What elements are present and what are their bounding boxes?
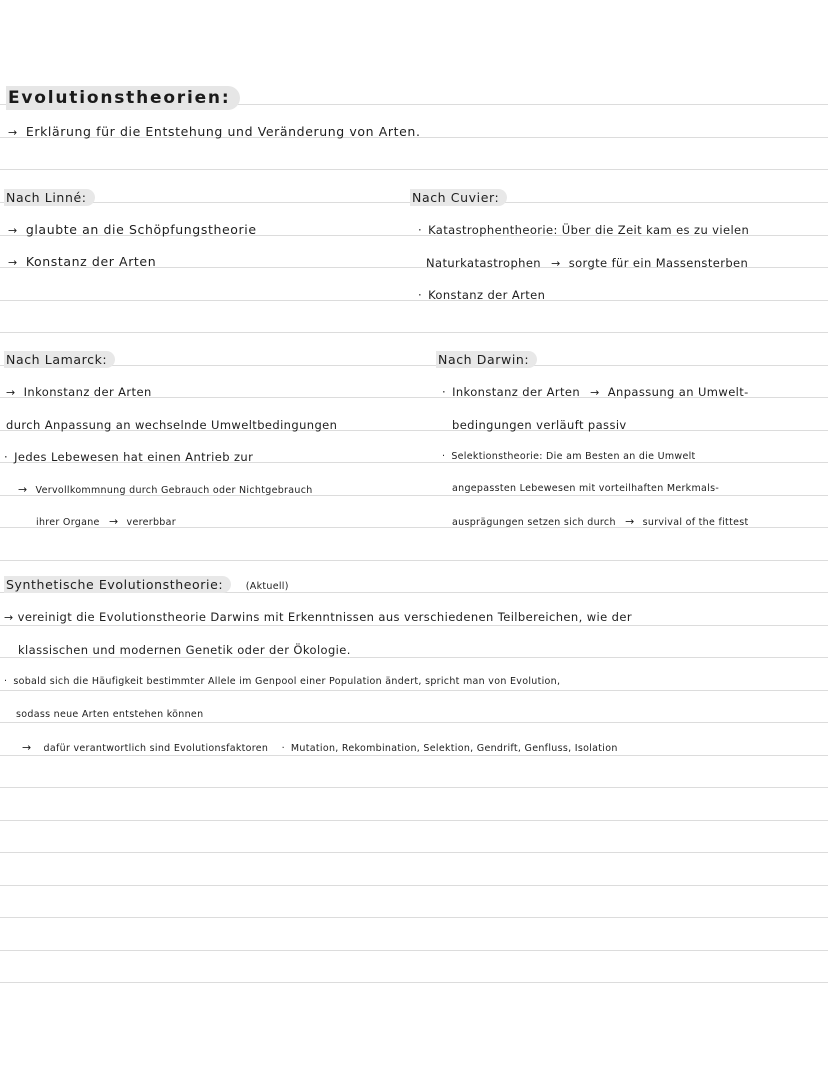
bullet-icon: ·: [418, 288, 423, 302]
ruled-line: [0, 365, 828, 366]
intro-line: → Erklärung für die Entstehung und Veränderung von Arten.: [8, 124, 421, 139]
darwin-line: ausprägungen setzen sich durch → survival of the fittest: [452, 515, 749, 528]
lamarck-line: → Vervollkommnung durch Gebrauch oder Nichtgebrauch: [18, 483, 313, 496]
cuvier-line: Naturkatastrophen → sorgte für ein Massensterben: [426, 256, 749, 270]
bullet-icon: ·: [418, 223, 423, 237]
ruled-line: [0, 722, 828, 723]
ruled-line: [0, 787, 828, 788]
linne-line: → Konstanz der Arten: [8, 254, 157, 269]
cuvier-heading: Nach Cuvier:: [410, 190, 507, 205]
arrow-icon: →: [22, 741, 32, 754]
synthetic-line: → vereinigt die Evolutionstheorie Darwins mit Erkenntnissen aus verschiedenen Teilbereichen, wie der: [4, 610, 632, 624]
ruled-line: [0, 560, 828, 561]
cuvier-line: · Katastrophentheorie: Über die Zeit kam es zu vielen: [418, 223, 750, 237]
arrow-icon: →: [8, 256, 18, 269]
darwin-line: · Selektionstheorie: Die am Besten an die Umwelt: [442, 451, 696, 462]
ruled-line: [0, 300, 828, 301]
arrow-icon: →: [8, 126, 18, 139]
arrow-icon: →: [625, 515, 635, 528]
page-title: Evolutionstheorien:: [6, 88, 240, 108]
lamarck-line: durch Anpassung an wechselnde Umweltbedingungen: [6, 418, 338, 432]
bullet-icon: ·: [4, 676, 8, 687]
ruled-line: [0, 950, 828, 951]
lamarck-line: ihrer Organe → vererbbar: [36, 515, 176, 528]
linne-line: → glaubte an die Schöpfungstheorie: [8, 222, 257, 237]
lamarck-heading: Nach Lamarck:: [4, 352, 115, 367]
darwin-line: · Inkonstanz der Arten → Anpassung an Umwelt-: [442, 385, 749, 399]
synthetic-heading: Synthetische Evolutionstheorie: (Aktuell): [6, 577, 289, 592]
ruled-line: [0, 169, 828, 170]
arrow-icon: →: [4, 611, 14, 624]
ruled-line: [0, 657, 828, 658]
darwin-heading: Nach Darwin:: [436, 352, 537, 367]
arrow-icon: →: [8, 224, 18, 237]
synthetic-line: · sobald sich die Häufigkeit bestimmter Allele im Genpool einer Population ändert, spricht man von Evolution,: [4, 676, 561, 687]
ruled-line: [0, 332, 828, 333]
bullet-icon: ·: [281, 743, 285, 754]
arrow-icon: →: [109, 515, 119, 528]
arrow-icon: →: [6, 386, 16, 399]
ruled-line: [0, 852, 828, 853]
ruled-line: [0, 755, 828, 756]
ruled-line: [0, 917, 828, 918]
synthetic-line: sodass neue Arten entstehen können: [16, 709, 204, 720]
bullet-icon: ·: [442, 451, 446, 462]
darwin-line: angepassten Lebewesen mit vorteilhaften Merkmals-: [452, 483, 720, 494]
synthetic-line: → dafür verantwortlich sind Evolutionsfaktoren · Mutation, Rekombination, Selektion, Gendrift, Genfluss, Isolation: [22, 741, 618, 754]
cuvier-line: · Konstanz der Arten: [418, 288, 546, 302]
ruled-line: [0, 690, 828, 691]
ruled-line: [0, 625, 828, 626]
bullet-icon: ·: [4, 450, 9, 464]
ruled-line: [0, 885, 828, 886]
ruled-line: [0, 820, 828, 821]
darwin-line: bedingungen verläuft passiv: [452, 418, 627, 432]
arrow-icon: →: [590, 386, 600, 399]
ruled-line: [0, 982, 828, 983]
lamarck-line: → Inkonstanz der Arten: [6, 385, 152, 399]
bullet-icon: ·: [442, 385, 447, 399]
arrow-icon: →: [18, 483, 28, 496]
linne-heading: Nach Linné:: [4, 190, 95, 205]
lamarck-line: · Jedes Lebewesen hat einen Antrieb zur: [4, 450, 254, 464]
synthetic-line: klassischen und modernen Genetik oder der Ökologie.: [18, 643, 351, 657]
synthetic-tag: (Aktuell): [245, 581, 289, 592]
arrow-icon: →: [551, 257, 561, 270]
